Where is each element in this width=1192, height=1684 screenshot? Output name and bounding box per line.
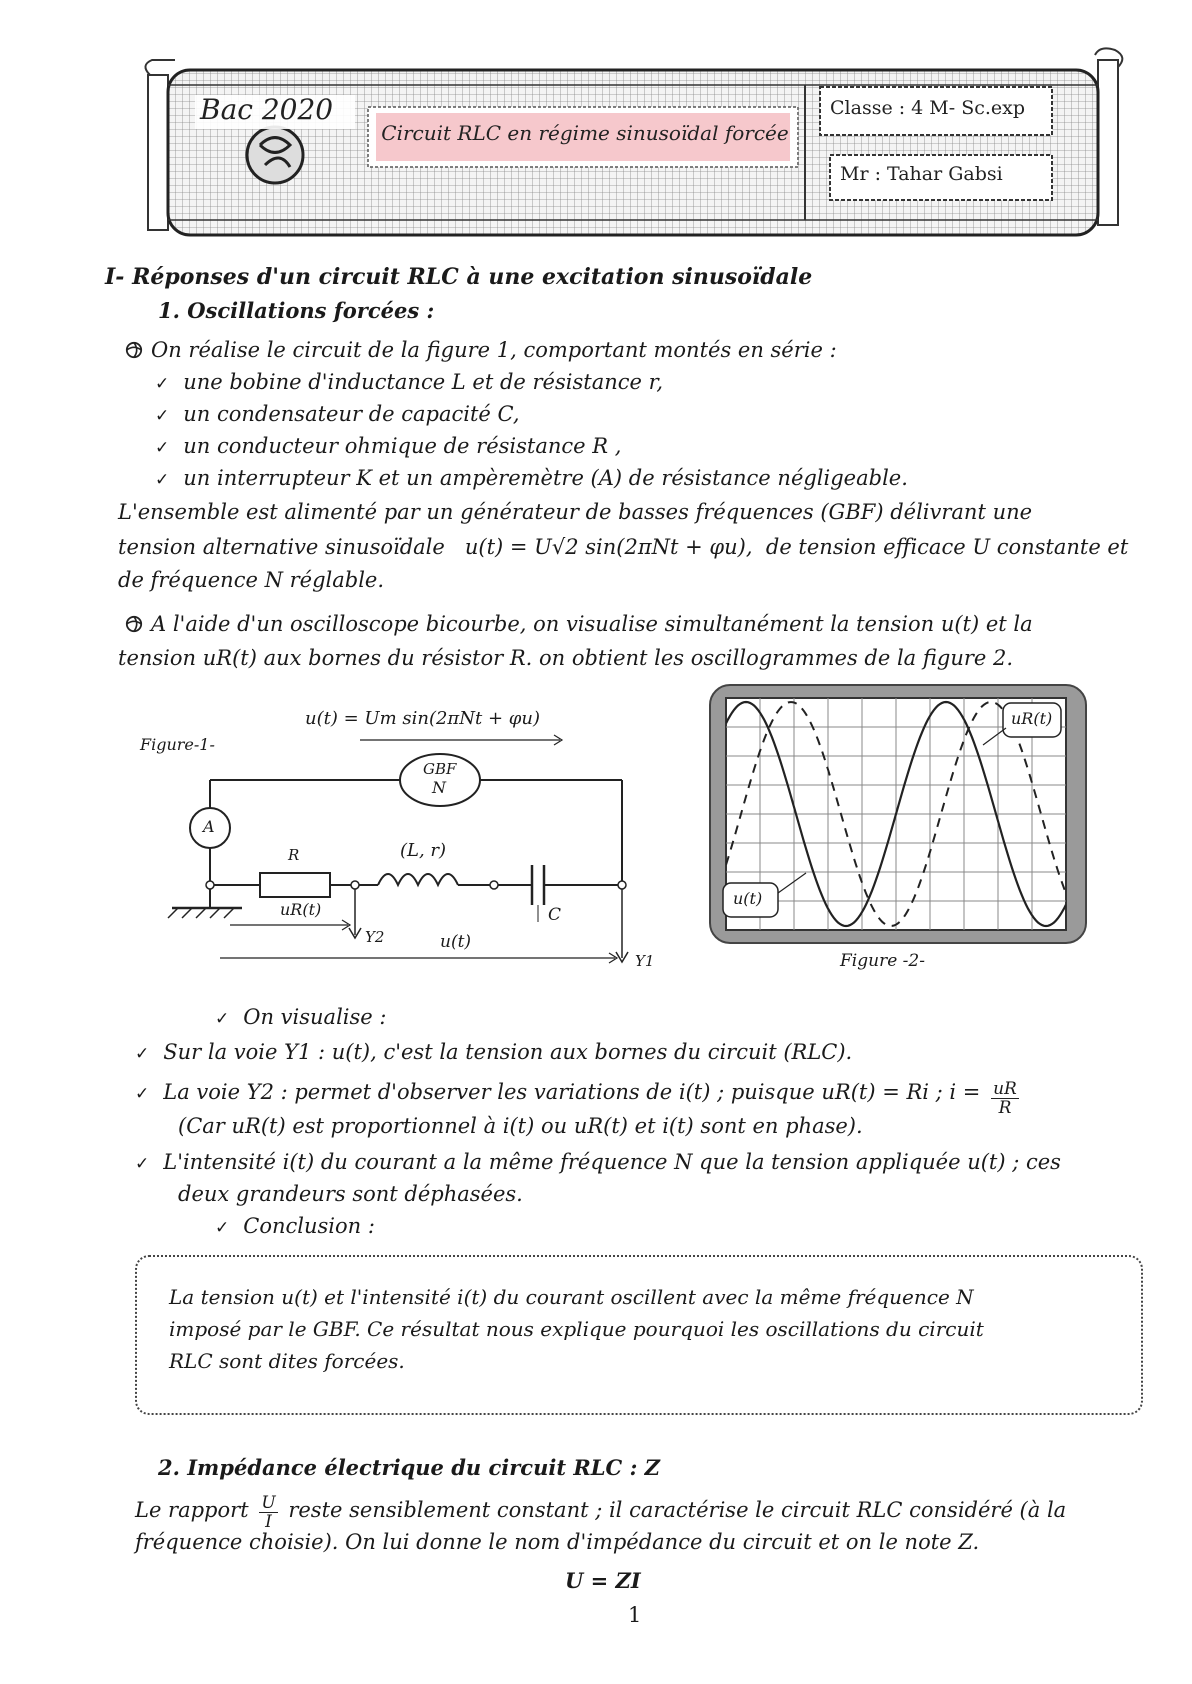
section-heading-1: I- Réponses d'un circuit RLC à une excitation sinusoïdale — [105, 264, 813, 290]
conclusion-label-line — [215, 1214, 375, 1238]
ammeter-label: A — [203, 817, 215, 836]
paragraph-text: A l'aide d'un oscilloscope bicourbe, on visualise simultanément la tension u(t) et la — [151, 612, 1033, 636]
check-icon: ✓ — [155, 374, 170, 394]
spiral-bullet-icon — [125, 615, 143, 633]
paragraph-line — [118, 535, 1128, 559]
list-item — [155, 434, 621, 458]
intro-text: On réalise le circuit de la figure 1, comportant montés en série : — [151, 338, 837, 362]
resistor-label: R — [288, 846, 300, 864]
ur-tag: uR(t) — [1011, 709, 1053, 728]
figure-2-oscilloscope — [708, 683, 1088, 978]
impedance-formula: U = ZI — [565, 1568, 641, 1593]
conclusion-line: La tension u(t) et l'intensité i(t) du courant oscillent avec la même fréquence N — [169, 1285, 974, 1309]
list-item — [155, 466, 908, 490]
list-item-text: un condensateur de capacité C, — [183, 402, 520, 426]
spiral-bullet-icon — [125, 341, 143, 359]
paragraph-line: de fréquence N réglable. — [118, 568, 385, 592]
classe-label: Classe : 4 M- Sc.exp — [830, 97, 1026, 119]
document-title: Circuit RLC en régime sinusoïdal forcée — [381, 121, 789, 145]
observation-line: (Car uR(t) est proportionnel à i(t) ou uR(t) et i(t) sont en phase). — [178, 1114, 863, 1138]
u-label: u(t) — [440, 932, 472, 952]
impedance-line — [135, 1494, 1066, 1531]
check-icon: ✓ — [135, 1084, 150, 1104]
conclusion-box — [135, 1255, 1143, 1415]
author-name: Mr : Tahar Gabsi — [840, 163, 1003, 185]
check-icon: ✓ — [155, 470, 170, 490]
visualise-line — [215, 1005, 386, 1029]
bac-year: Bac 2020 — [200, 93, 334, 126]
header-banner — [140, 45, 1140, 255]
y1-label: Y1 — [635, 952, 655, 970]
impedance-text: reste sensiblement constant ; il caractérise le circuit RLC considéré (à la — [288, 1498, 1067, 1522]
list-item — [155, 402, 520, 426]
check-icon: ✓ — [155, 406, 170, 426]
gbf-frequency-label: N — [432, 778, 446, 797]
impedance-text: Le rapport — [135, 1498, 249, 1522]
scroll-banner-graphic — [140, 45, 1140, 255]
paragraph-line — [125, 612, 1033, 636]
gbf-label: GBF — [423, 760, 457, 778]
visualise-text: On visualise : — [243, 1005, 387, 1029]
u-tag: u(t) — [733, 889, 763, 908]
ur-label: uR(t) — [280, 900, 322, 919]
observation-line: deux grandeurs sont déphasées. — [178, 1182, 523, 1206]
figure-1-circuit — [130, 700, 670, 980]
observation-line — [135, 1040, 852, 1064]
observation-line — [135, 1150, 1061, 1174]
conclusion-line: RLC sont dites forcées. — [169, 1349, 405, 1373]
observation-text: Sur la voie Y1 : u(t), c'est la tension aux bornes du circuit (RLC). — [163, 1040, 853, 1064]
subheading-impedance: 2. Impédance électrique du circuit RLC : Z — [158, 1455, 660, 1480]
capacitor-label: C — [548, 905, 562, 925]
list-item-text: un conducteur ohmique de résistance R , — [183, 434, 622, 458]
subheading-oscillations: 1. Oscillations forcées : — [158, 298, 435, 323]
y2-label: Y2 — [365, 928, 385, 946]
check-icon: ✓ — [155, 438, 170, 458]
list-item-text: une bobine d'inductance L et de résistance r, — [183, 370, 664, 394]
paragraph-text: tension alternative sinusoïdale — [118, 535, 445, 559]
observation-line — [135, 1080, 1023, 1117]
u-over-i-fraction: $\frac{U}{I}$ — [261, 1493, 276, 1532]
paragraph-line: L'ensemble est alimenté par un générateur de basses fréquences (GBF) délivrant une — [118, 500, 1033, 524]
paragraph-text: de tension efficace U constante et — [765, 535, 1129, 559]
list-item-text: un interrupteur K et un ampèremètre (A) de résistance négligeable. — [183, 466, 908, 490]
coil-label: (L, r) — [400, 840, 447, 861]
check-icon: ✓ — [215, 1218, 230, 1238]
figure-1-label: Figure-1- — [140, 735, 215, 754]
list-item — [155, 370, 663, 394]
check-icon: ✓ — [135, 1044, 150, 1064]
check-icon: ✓ — [135, 1154, 150, 1174]
paragraph-line: tension uR(t) aux bornes du résistor R. on obtient les oscillogrammes de la figure 2. — [118, 646, 1014, 670]
impedance-line: fréquence choisie). On lui donne le nom d'impédance du circuit et on le note Z. — [135, 1530, 980, 1554]
figure-1-formula: u(t) = Um sin(2πNt + φu) — [305, 708, 540, 729]
page-number: 1 — [628, 1603, 642, 1627]
conclusion-label: Conclusion : — [243, 1214, 375, 1238]
ur-over-r-fraction: $\frac{uR}{R}$ — [993, 1079, 1017, 1118]
observation-text: L'intensité i(t) du courant a la même fréquence N que la tension appliquée u(t) ; ces — [163, 1150, 1061, 1174]
gbf-voltage-formula: u(t) = U√2 sin(2πNt + φu), — [464, 535, 753, 559]
check-icon: ✓ — [215, 1009, 230, 1029]
resistor — [260, 873, 330, 897]
figure-2-label: Figure -2- — [840, 951, 925, 971]
observation-text: La voie Y2 : permet d'observer les variations de i(t) ; puisque uR(t) = Ri ; i = — [163, 1080, 981, 1104]
intro-line — [125, 338, 837, 362]
coil-inductor — [378, 874, 458, 885]
conclusion-line: imposé par le GBF. Ce résultat nous explique pourquoi les oscillations du circuit — [169, 1317, 984, 1341]
